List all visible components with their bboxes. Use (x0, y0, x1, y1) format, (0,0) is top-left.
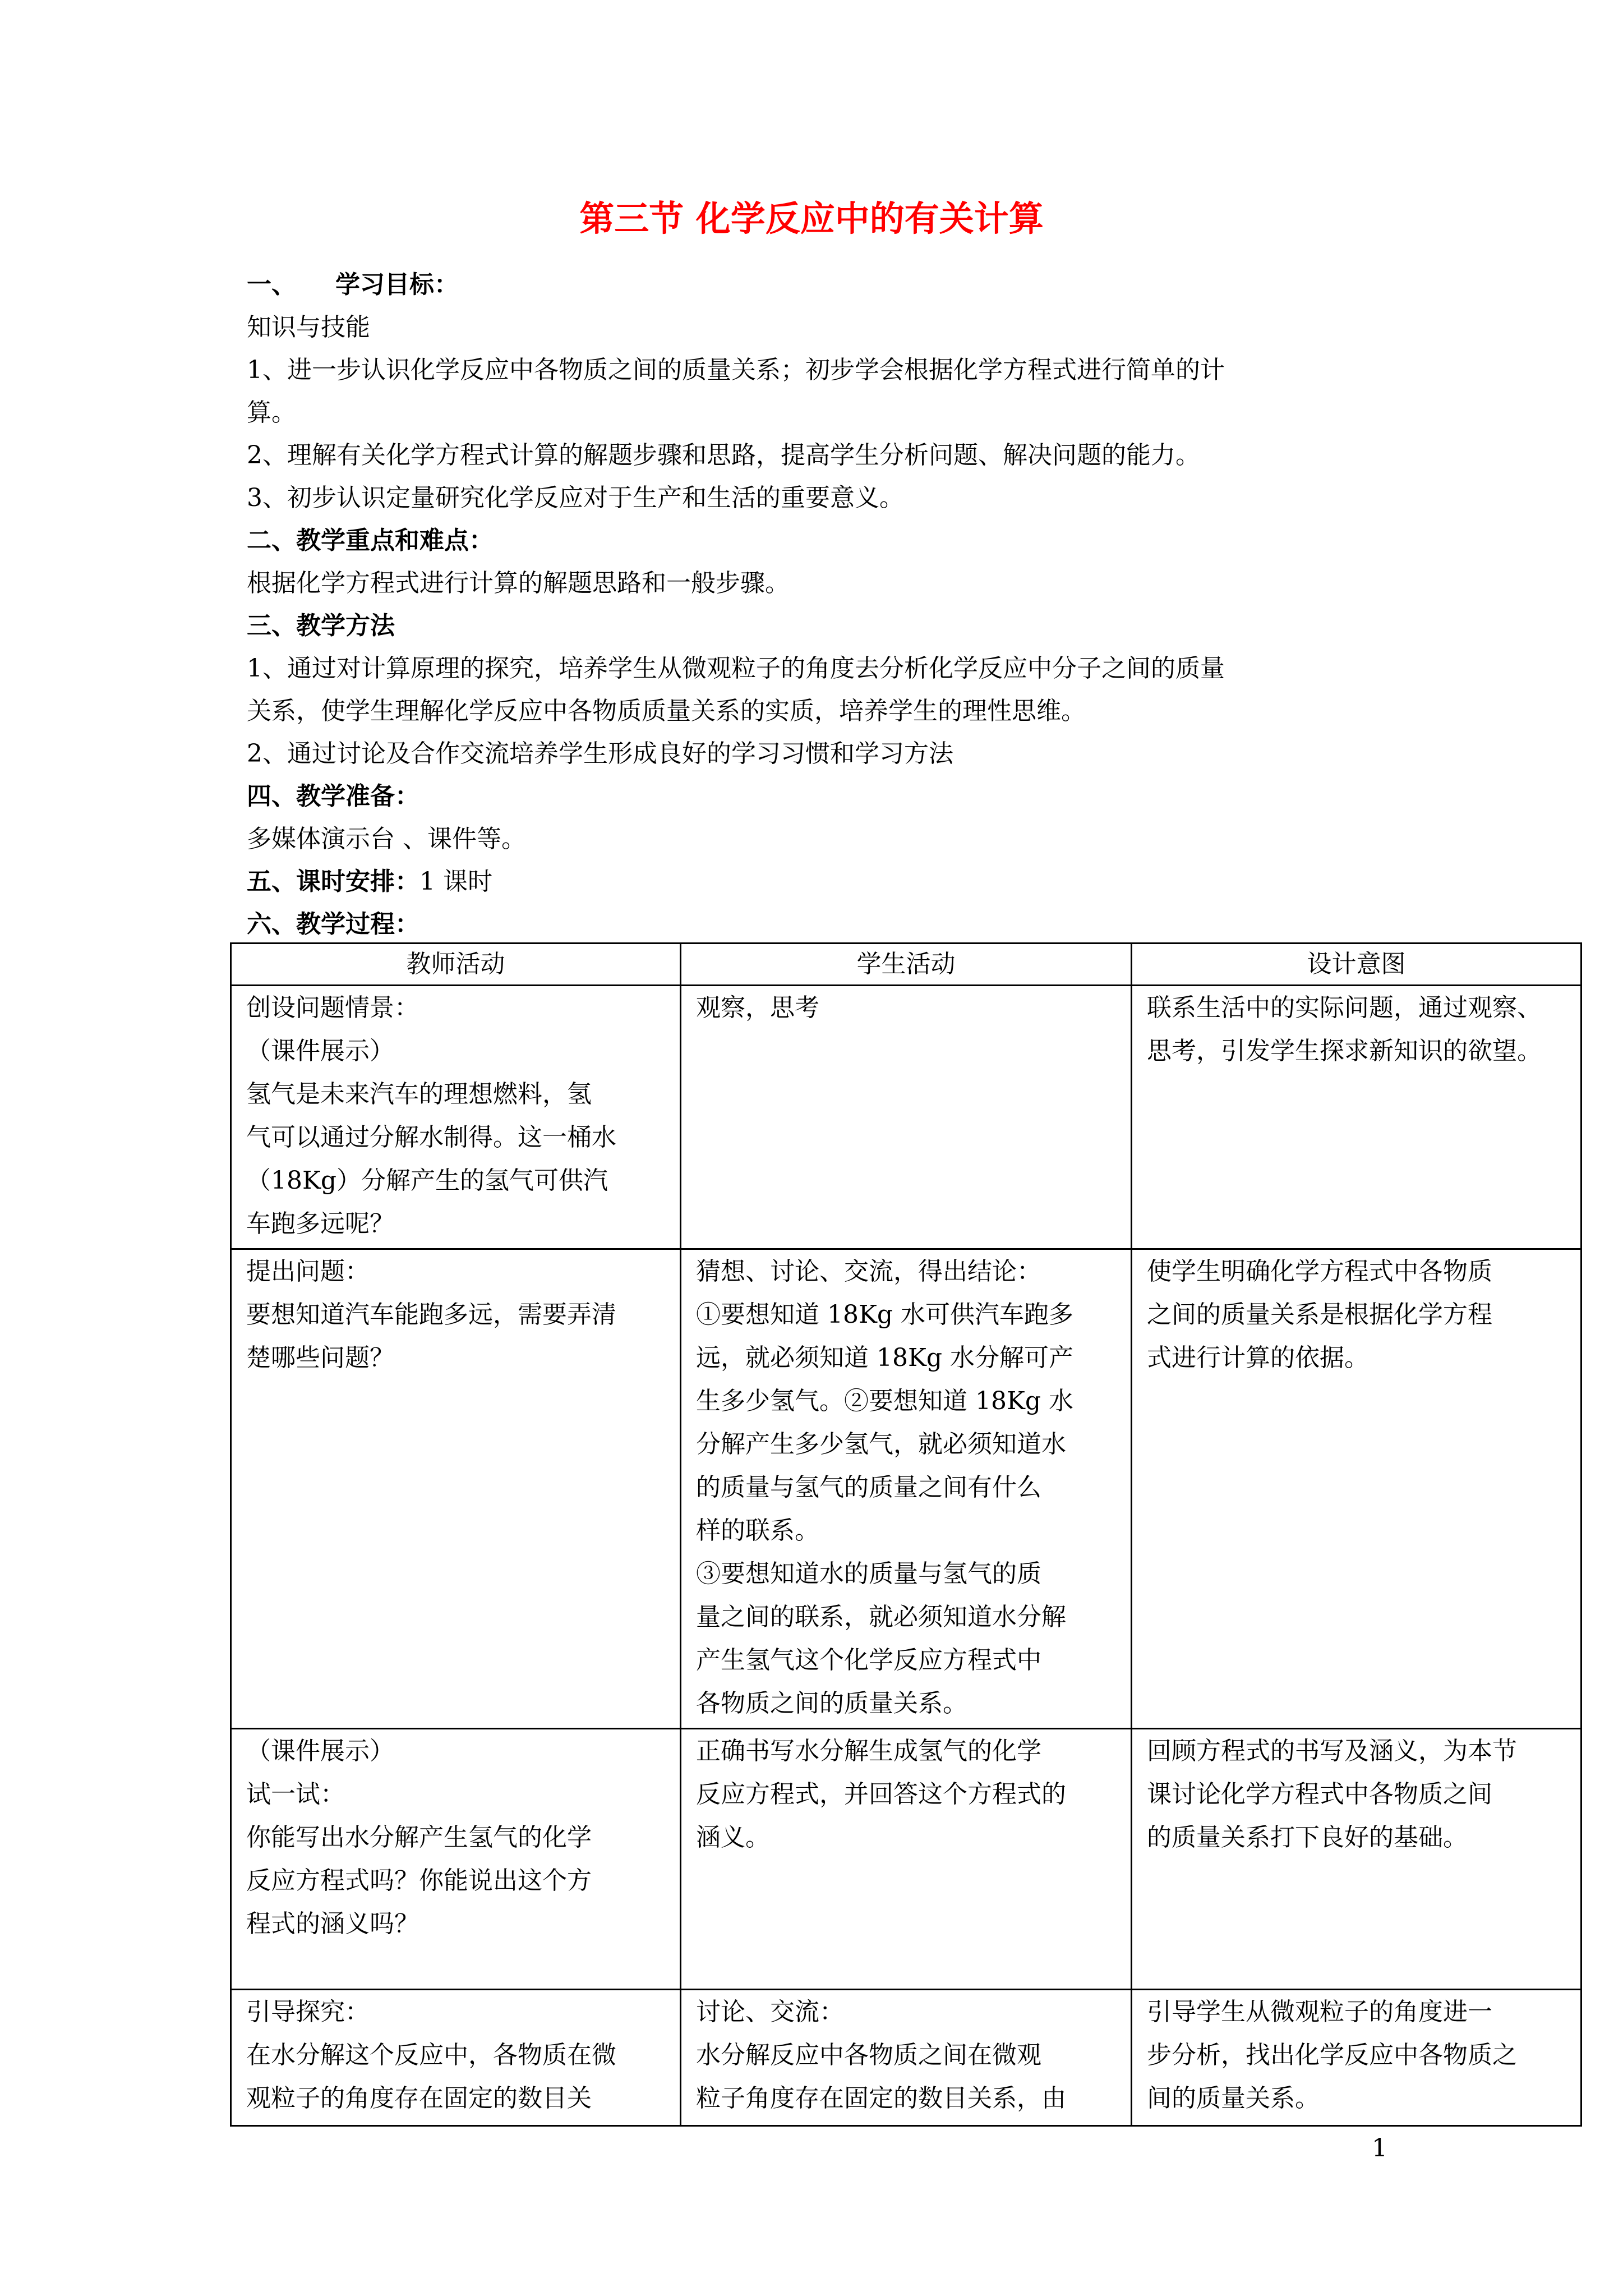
cell-line: 各物质之间的质量关系。 (696, 1689, 967, 1718)
section-3-heading: 三、教学方法 (247, 611, 395, 640)
cell-line: 粒子角度存在固定的数目关系，由 (696, 2084, 1066, 2113)
section-5-line (247, 861, 1391, 903)
cell-line: ①要想知道 18Kg 水可供汽车跑多 (696, 1300, 1073, 1329)
page-title: 第三节 化学反应中的有关计算 (579, 198, 1044, 239)
cell-line: 程式的涵义吗？ (246, 1910, 419, 1938)
cell-line: 气可以通过分解水制得。这一桶水 (246, 1123, 616, 1152)
cell-line: 课讨论化学方程式中各物质之间 (1147, 1780, 1492, 1809)
cell-line: 车跑多远呢？ (246, 1209, 394, 1238)
cell-line: 量之间的联系，就必须知道水分解 (696, 1603, 1066, 1631)
section-1-subheading: 知识与技能 (247, 313, 370, 342)
student-cell (681, 1249, 1132, 1729)
cell-line: 反应方程式吗？你能说出这个方 (246, 1866, 592, 1895)
student-cell (681, 1729, 1132, 1990)
goal-1-line-1: 1、进一步认识化学反应中各物质之间的质量关系；初步学会根据化学方程式进行简单的计 (247, 356, 1225, 384)
cell-line: 水分解反应中各物质之间在微观 (696, 2041, 1041, 2069)
cell-line: 在水分解这个反应中，各物质在微 (246, 2041, 616, 2069)
cell-line: 反应方程式，并回答这个方程式的 (696, 1780, 1066, 1809)
cell-line: 创设问题情景： (246, 993, 419, 1022)
cell-line: 讨论、交流： (696, 1998, 844, 2026)
intent-cell (1132, 986, 1581, 1249)
section-5-heading: 五、课时安排： (247, 867, 419, 896)
cell-line: （课件展示） (246, 1037, 394, 1065)
cell-line: 涵义。 (696, 1823, 770, 1852)
header-design-intent: 设计意图 (1132, 944, 1581, 986)
cell-line: 你能写出水分解产生氢气的化学 (246, 1823, 592, 1852)
section-4-heading: 四、教学准备： (247, 782, 419, 811)
table-header-row (231, 944, 1581, 986)
goal-1-line-2: 算。 (247, 398, 296, 427)
goal-3: 3、初步认识定量研究化学反应对于生产和生活的重要意义。 (247, 484, 904, 512)
cell-line: 间的质量关系。 (1147, 2084, 1320, 2113)
cell-line: ③要想知道水的质量与氢气的质 (696, 1559, 1041, 1588)
section-2-heading: 二、教学重点和难点： (247, 526, 494, 555)
section-6-heading: 六、教学过程： (247, 910, 419, 938)
cell-line: 试一试： (246, 1780, 345, 1809)
table-row (231, 986, 1581, 1249)
method-2: 2、通过讨论及合作交流培养学生形成良好的学习习惯和学习方法 (247, 739, 953, 768)
cell-line: 式进行计算的依据。 (1147, 1343, 1369, 1372)
page-number: 1 (1372, 2134, 1387, 2162)
header-student-activity: 学生活动 (681, 944, 1132, 986)
cell-line: 的质量关系打下良好的基础。 (1147, 1823, 1468, 1852)
section-1-number: 一、 (247, 270, 296, 299)
intent-cell (1132, 1249, 1581, 1729)
student-cell (681, 986, 1132, 1249)
teacher-cell (231, 1249, 681, 1729)
header-teacher-activity: 教师活动 (231, 944, 681, 986)
cell-line: 样的联系。 (696, 1516, 819, 1545)
cell-line: 观粒子的角度存在固定的数目关 (246, 2084, 592, 2113)
table-row (231, 1249, 1581, 1729)
table-row (231, 1729, 1581, 1990)
cell-line: 产生氢气这个化学反应方程式中 (696, 1646, 1041, 1674)
method-1-line-2: 关系，使学生理解化学反应中各物质质量关系的实质，培养学生的理性思维。 (247, 697, 1086, 725)
section-1-title: 学习目标： (335, 270, 459, 299)
student-cell (681, 1990, 1132, 2126)
cell-line: 生多少氢气。②要想知道 18Kg 水 (696, 1387, 1073, 1415)
section-2-text: 根据化学方程式进行计算的解题思路和一般步骤。 (247, 569, 790, 597)
intent-cell (1132, 1990, 1581, 2126)
cell-line: 的质量与氢气的质量之间有什么 (696, 1473, 1041, 1502)
cell-line: 思考，引发学生探求新知识的欲望。 (1147, 1037, 1542, 1065)
cell-line: 引导学生从微观粒子的角度进一 (1147, 1998, 1492, 2026)
section-1-heading (247, 264, 1391, 306)
cell-line: （18Kg）分解产生的氢气可供汽 (246, 1166, 608, 1195)
teaching-process-table (230, 942, 1582, 2127)
cell-line: （课件展示） (246, 1737, 394, 1765)
cell-line: 提出问题： (246, 1257, 370, 1286)
teacher-cell (231, 986, 681, 1249)
cell-line: 回顾方程式的书写及涵义，为本节 (1147, 1737, 1517, 1765)
cell-line: 使学生明确化学方程式中各物质 (1147, 1257, 1492, 1286)
cell-line: 观察，思考 (696, 993, 819, 1022)
cell-line: 要想知道汽车能跑多远，需要弄清 (246, 1300, 616, 1329)
teacher-cell (231, 1729, 681, 1990)
cell-line: 猜想、讨论、交流，得出结论： (696, 1257, 1041, 1286)
cell-line: 楚哪些问题？ (246, 1343, 394, 1372)
teacher-cell (231, 1990, 681, 2126)
table-row (231, 1990, 1581, 2126)
intent-cell (1132, 1729, 1581, 1990)
cell-line: 氢气是未来汽车的理想燃料，氢 (246, 1080, 592, 1108)
cell-line: 之间的质量关系是根据化学方程 (1147, 1300, 1492, 1329)
method-1-line-1: 1、通过对计算原理的探究，培养学生从微观粒子的角度去分析化学反应中分子之间的质量 (247, 654, 1225, 683)
cell-line: 联系生活中的实际问题，通过观察、 (1147, 993, 1542, 1022)
cell-line: 步分析，找出化学反应中各物质之 (1147, 2041, 1517, 2069)
cell-line: 正确书写水分解生成氢气的化学 (696, 1737, 1041, 1765)
section-5-text: 1 课时 (419, 867, 492, 896)
document-body (247, 264, 1391, 946)
goal-2: 2、理解有关化学方程式计算的解题步骤和思路，提高学生分析问题、解决问题的能力。 (247, 441, 1200, 470)
cell-line: 分解产生多少氢气，就必须知道水 (696, 1430, 1066, 1458)
section-4-text: 多媒体演示台 、课件等。 (247, 825, 526, 853)
cell-line: 远，就必须知道 18Kg 水分解可产 (696, 1343, 1073, 1372)
cell-line: 引导探究： (246, 1998, 370, 2026)
